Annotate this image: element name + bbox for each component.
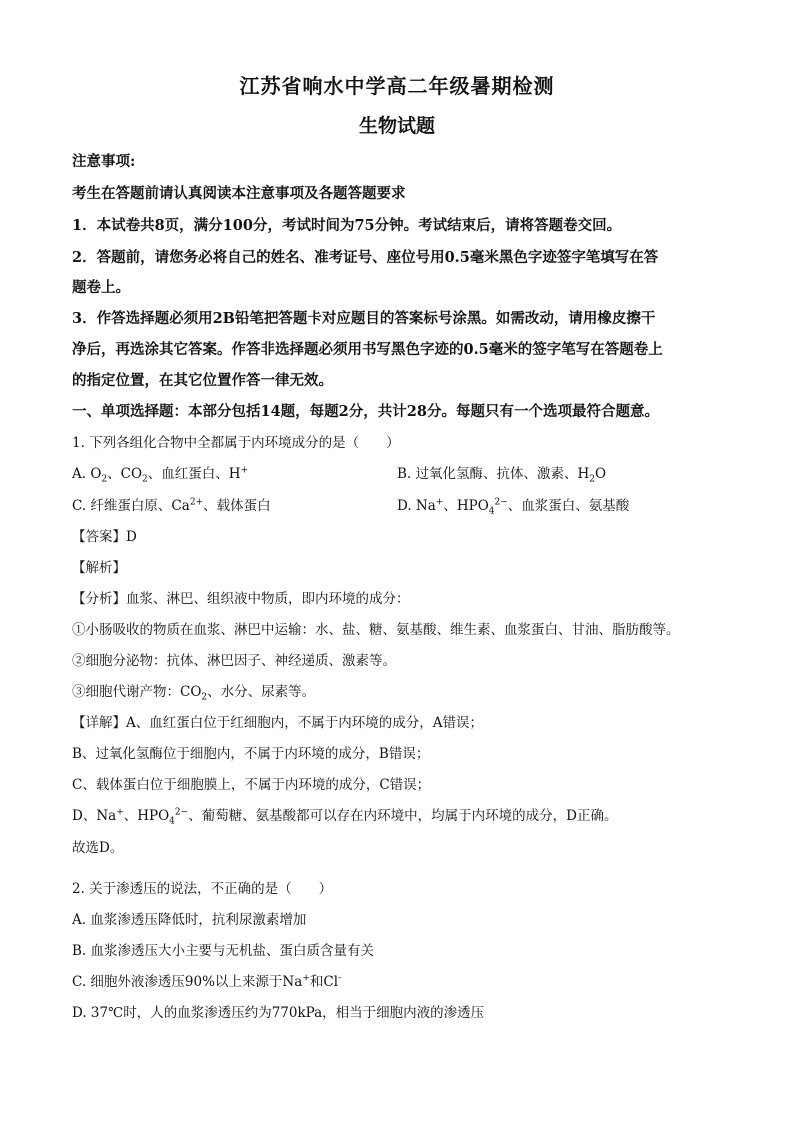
detail-text: C、载体蛋白位于细胞膜上，不属于内环境的成分，C错误；: [72, 777, 431, 793]
notice-line: 3．作答选择题必须用2B铅笔把答题卡对应题目的答案标号涂黑。如需改动，请用橡皮擦干: [72, 310, 656, 327]
option-c: C. 细胞外液渗透压90%以上来源于Na+和Cl-: [72, 973, 342, 990]
analysis-text: ③细胞代谢产物：$CO_2$、水分、尿素等。: [72, 684, 316, 703]
option-b: B. 血浆渗透压大小主要与无机盐、蛋白质含量有关: [72, 943, 375, 959]
exam-title: 江苏省响水中学高二年级暑期检测: [239, 74, 555, 98]
notice-line: 考生在答题前请认真阅读本注意事项及各题答题要求: [72, 185, 406, 202]
notice-heading: 注意事项:: [72, 153, 136, 170]
detail-text: 【详解】A、血红蛋白位于红细胞内，不属于内环境的成分，A错误；: [72, 715, 483, 731]
option-c: C. 纤维蛋白原、$Ca^{2+}$、载体蛋白: [72, 497, 271, 514]
notice-line: 2．答题前，请您务必将自己的姓名、准考证号、座位号用0.5毫米黑色字迹签字笔填写在答: [72, 249, 659, 266]
analysis-label: 【解析】: [72, 560, 126, 576]
option-b: B. 过氧化氢酶、抗体、激素、$H_2O$: [397, 466, 607, 485]
question-stem: 2. 关于渗透压的说法，不正确的是（ ）: [72, 881, 333, 897]
conclusion: 故选D。: [72, 840, 124, 856]
option-d: D. Na+、$HPO_4^{2-}$、血浆蛋白、氨基酸: [397, 497, 630, 517]
exam-subtitle: 生物试题: [358, 115, 435, 137]
option-d: D. 37℃时，人的血浆渗透压约为770kPa，相当于细胞内液的渗透压: [72, 1005, 485, 1021]
option-a: A. 血浆渗透压降低时，抗利尿激素增加: [72, 912, 307, 928]
question-stem: 1. 下列各组化合物中全都属于内环境成分的是（ ）: [72, 435, 400, 451]
detail-text: D、Na+、$HPO_4^{2-}$、葡萄糖、氨基酸都可以存在内环境中，均属于内环境的成分，D正确。: [72, 807, 618, 827]
section-heading: 一、单项选择题：本部分包括14题，每题2分，共计28分。每题只有一个选项最符合题意。: [72, 403, 659, 420]
notice-line: 1．本试卷共8页，满分100分，考试时间为75分钟。考试结束后，请将答题卷交回。: [72, 217, 622, 234]
analysis-text: 【分析】血浆、淋巴、组织液中物质，即内环境的成分：: [72, 591, 410, 607]
option-a: A. $O_2$、$CO_2$、血红蛋白、H+: [72, 465, 249, 485]
notice-line: 的指定位置，在其它位置作答一律无效。: [72, 372, 333, 389]
detail-text: B、过氧化氢酶位于细胞内，不属于内环境的成分，B错误；: [72, 746, 430, 762]
answer: 【答案】D: [72, 529, 137, 545]
analysis-text: ②细胞分泌物：抗体、淋巴因子、神经递质、激素等。: [72, 653, 396, 669]
notice-line: 净后，再选涂其它答案。作答非选择题必须用书写黑色字迹的0.5毫米的签字笔写在答题卷上: [72, 341, 663, 358]
notice-line: 题卷上。: [72, 279, 130, 296]
analysis-text: ①小肠吸收的物质在血浆、淋巴中运输：水、盐、糖、氨基酸、维生素、血浆蛋白、甘油、脂肪酸等。: [72, 622, 680, 638]
